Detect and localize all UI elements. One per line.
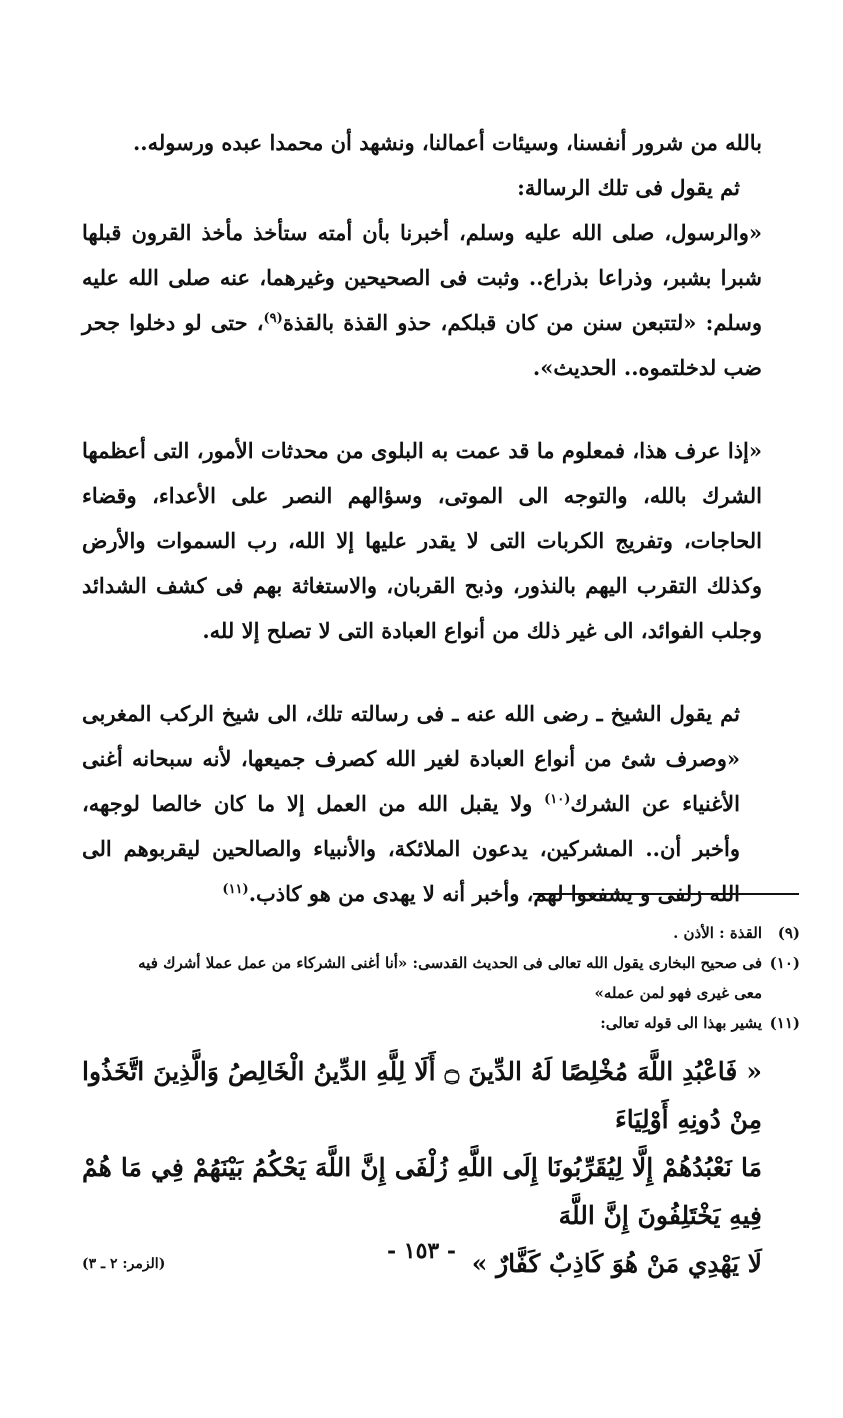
footnote-number: (١٠) [769, 954, 800, 972]
paragraph-5: ثم يقول الشيخ ـ رضى الله عنه ـ فى رسالته تلك، الى شيخ الركب المغربى «وصرف شئ من أنواع العبادة لغير الله كصرف جميعها، لأنه سبحانه أغنى الأغنياء عن الشرك$^{(١٠)}$ ولا يقبل الله من العمل إلا ما كان خالصا لوجهه، وأخبر أن.. المشركين، يدعون الملائكة، والأنبياء والصالحين ليقربوهم الى الله زلفى و يشفعوا لهم، وأخبر أنه لا يهدى من هو كاذب.$^{(١١)}$ [82, 701, 740, 906]
page-number: - ١٥٣ - [386, 1238, 457, 1264]
footnotes [82, 918, 800, 1038]
paragraph-3: «والرسول، صلى الله عليه وسلم، أخبرنا بأن أمته ستأخذ مأخذ القرون قبلها شبرا بشبر، وذراعا بذراع.. وثبت فى الصحيحين وغيرهما، عنه صلى الله عليه وسلم: «لتتبعن سنن من كان قبلكم، حذو القذة بالقذة$^{(٩)}$، حتى لو دخلوا جحر ضب لدخلتموه.. الحديث». [82, 220, 762, 380]
footnote-text: يشير بهذا الى قوله تعالى: [600, 1014, 762, 1032]
footnote-number: (١١) [769, 1014, 800, 1032]
paragraph-1: بالله من شرور أنفسنا، وسيئات أعمالنا، ونشهد أن محمدا عبده ورسوله.. [133, 130, 762, 155]
quran-line-1: « فَاعْبُدِ اللَّهَ مُخْلِصًا لَهُ الدِّينَ ۝ أَلَا لِلَّهِ الدِّينُ الْخَالِصُ وَالَّذِينَ اتَّخَذُوا مِنْ دُونِهِ أَوْلِيَاءَ [82, 1057, 762, 1134]
main-text [82, 120, 762, 916]
footnote-text: فى صحيح البخارى يقول الله تعالى فى الحديث القدسى: «أنا أغنى الشركاء من عمل عملا أشرك فيه [138, 954, 762, 972]
footnote-ref-11[interactable]: (١١) [222, 882, 249, 897]
paragraph-4: «إذا عرف هذا، فمعلوم ما قد عمت به البلوى من محدثات الأمور، التى أعظمها الشرك بالله، والتوجه الى الموتى، وسؤالهم النصر على الأعداء، وقضاء الحاجات، وتفريج الكربات التى لا يقدر عليها إلا الله، رب السموات والأرض وكذلك التقرب اليهم بالنذور، وذبح القربان، والاستغاثة بهم فى كشف الشدائد وجلب الفوائد، الى غير ذلك من أنواع العبادة التى لا تصلح إلا لله. [82, 438, 762, 643]
footnote-text: القذة : الأذن . [673, 924, 762, 942]
footnote-9 [82, 918, 800, 948]
quran-line-2: مَا نَعْبُدُهُمْ إِلَّا لِيُقَرِّبُونَا إِلَى اللَّهِ زُلْفَى إِنَّ اللَّهَ يَحْكُمُ بَيْنَهُمْ فِي مَا هُمْ فِيهِ يَخْتَلِفُونَ إِنَّ اللَّهَ [82, 1153, 762, 1230]
footnote-divider [533, 893, 799, 895]
footnote-10 [82, 948, 800, 978]
quran-reference: (الزمر: ٢ ـ ٣) [82, 1256, 166, 1272]
paragraph-2: ثم يقول فى تلك الرسالة: [517, 175, 740, 200]
footnote-number: (٩) [777, 924, 800, 942]
footnote-ref-10[interactable]: (١٠) [544, 792, 571, 807]
quran-line-3: لَا يَهْدِي مَنْ هُوَ كَاذِبٌ كَفَّارٌ » [471, 1249, 762, 1278]
footnote-ref-9[interactable]: (٩) [263, 311, 283, 326]
footnote-10-continuation: معى غيرى فهو لمن عمله» [594, 984, 762, 1002]
footnote-11 [82, 1008, 800, 1038]
